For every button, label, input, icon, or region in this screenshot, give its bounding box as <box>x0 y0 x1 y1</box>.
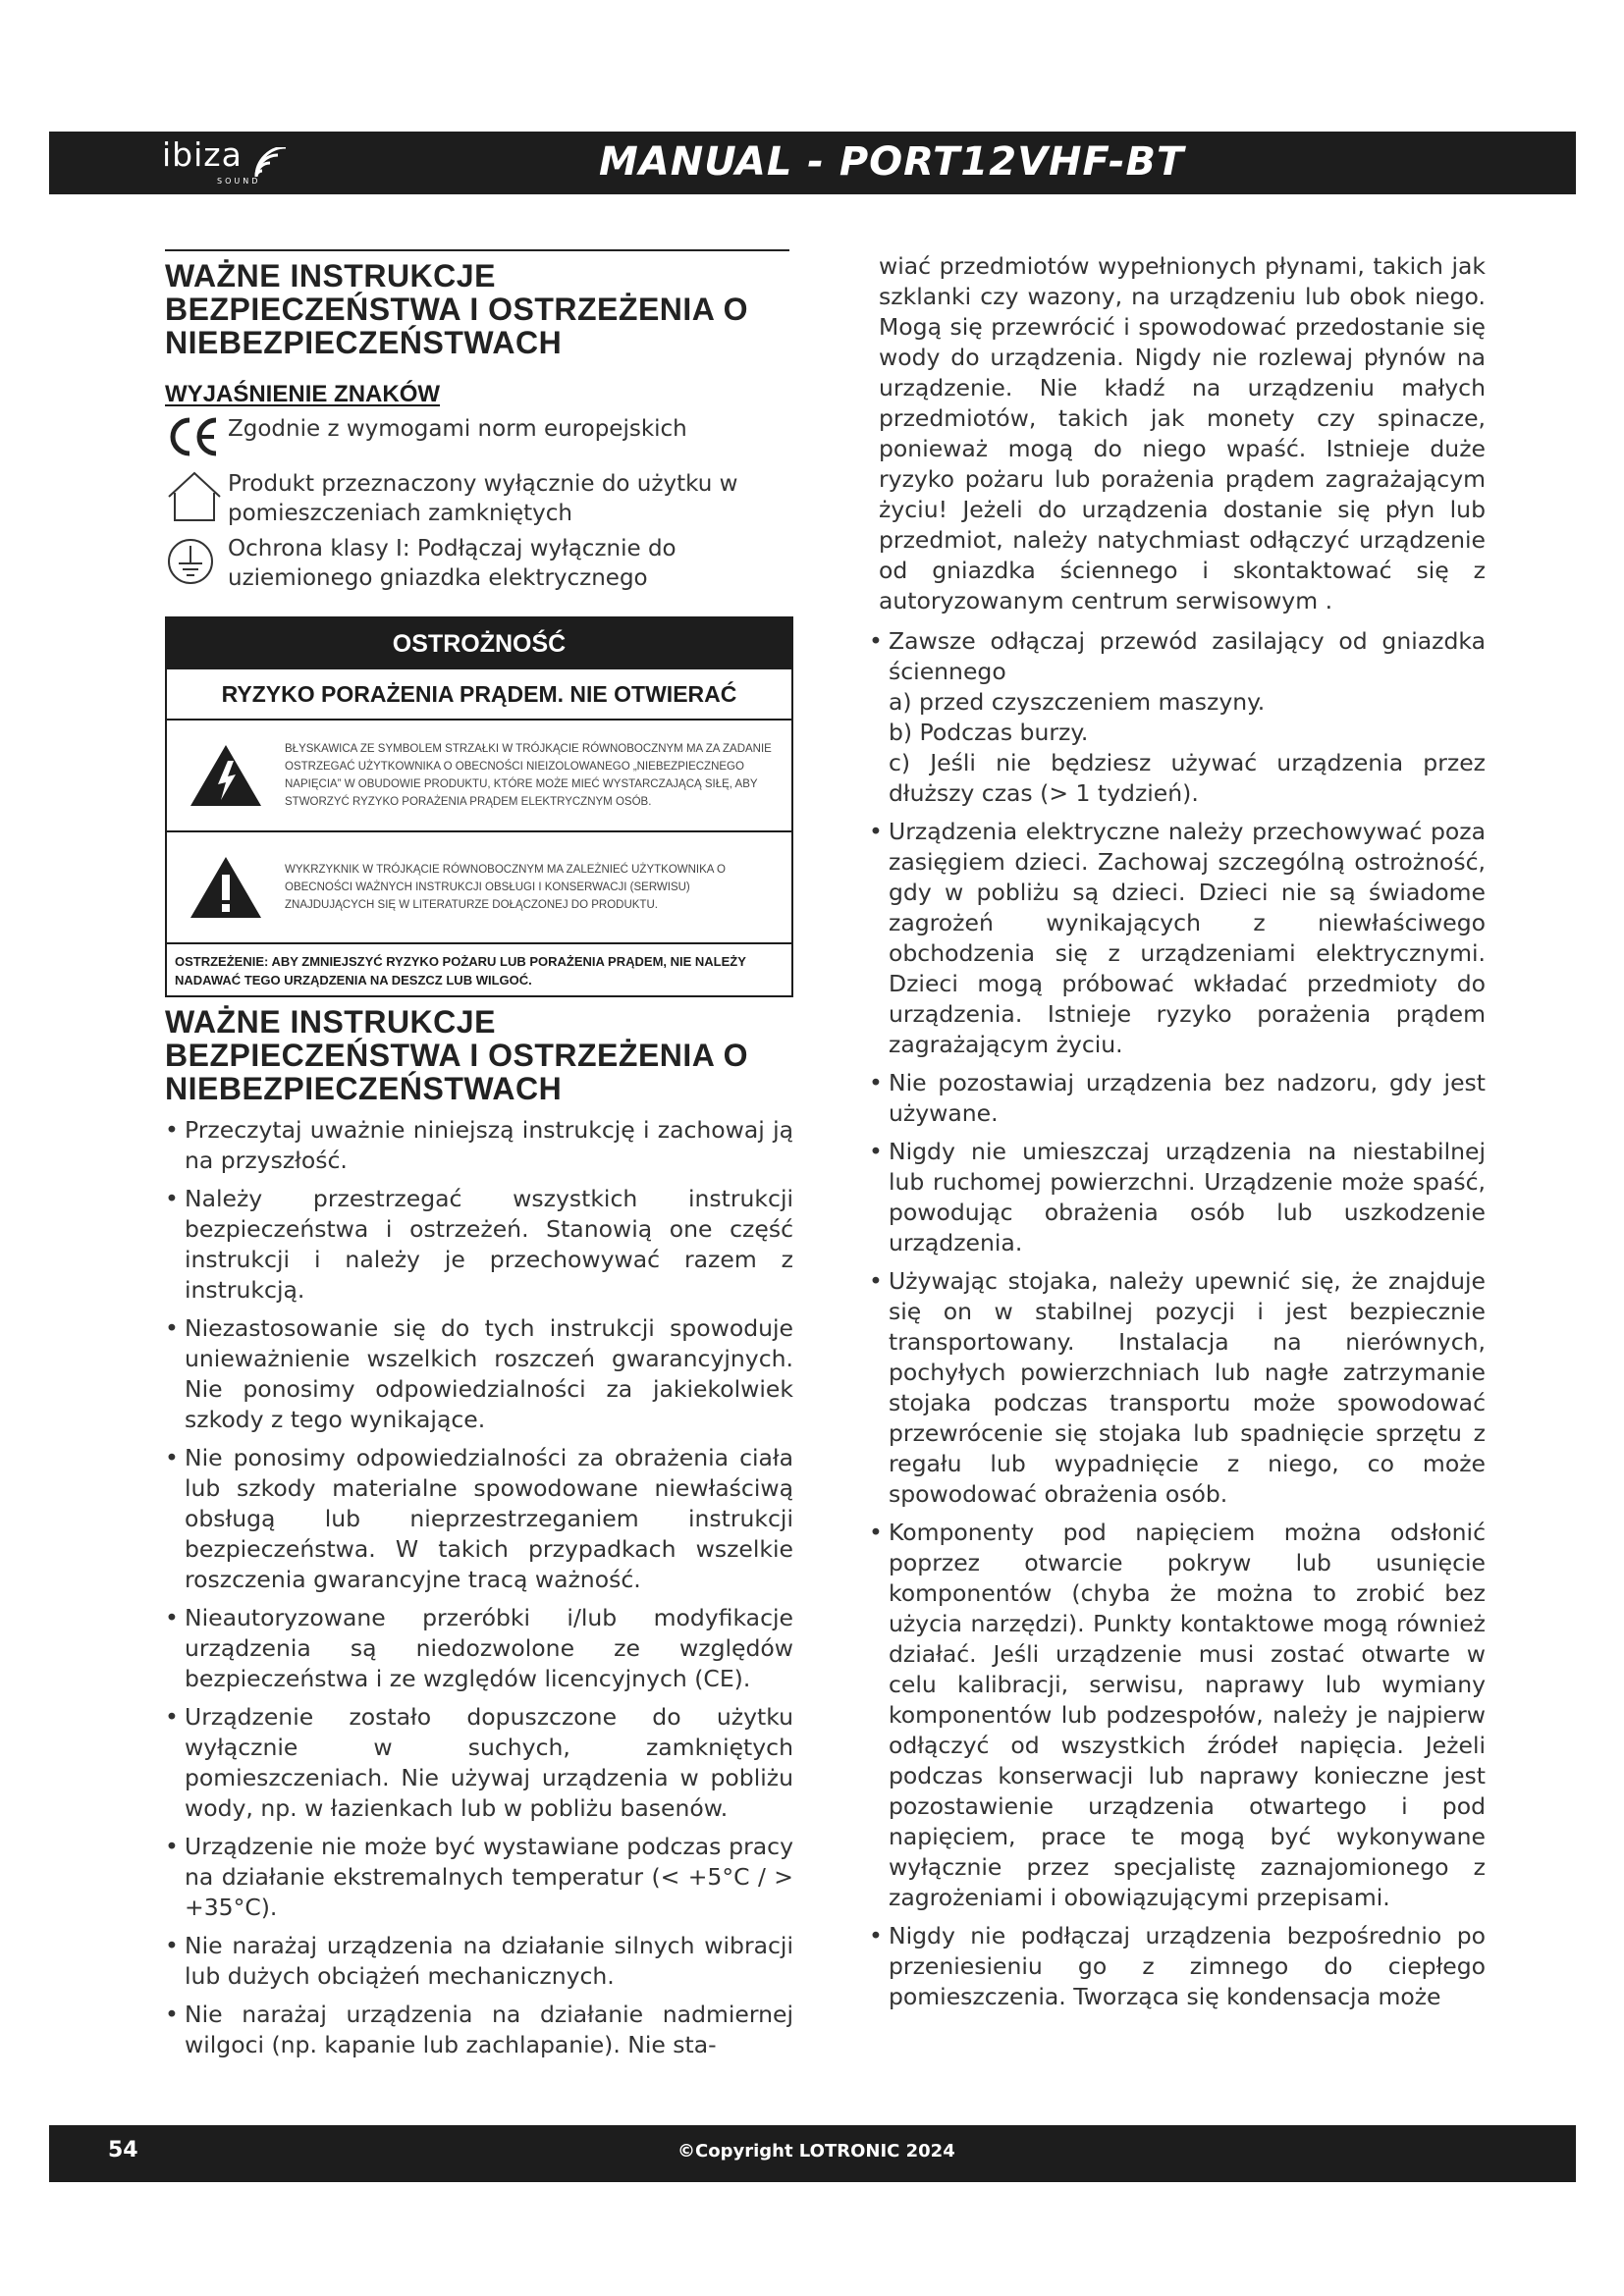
symbol-text: Ochrona klasy I: Podłączaj wyłącznie do uziemionego gniazdka elektrycznego <box>228 536 677 591</box>
list-item: • Należy przestrzegać wszystkich instrukcji bezpieczeństwa i ostrzeżeń. Stanowią one część instrukcji i należy je przechowywać razem z instrukcją. <box>165 1184 793 1306</box>
left-column <box>165 249 793 2068</box>
symbol-text: Zgodnie z wymogami norm europejskich <box>228 416 687 442</box>
symbol-row-house <box>165 469 793 528</box>
list-item: • Nie narażaj urządzenia na działanie nadmiernej wilgoci (np. kapanie lub zachlapanie). Nie sta- <box>165 2000 793 2060</box>
header-bar <box>49 132 1576 194</box>
list-item: • Przeczytaj uważnie niniejszą instrukcję i zachowaj ją na przyszłość. <box>165 1115 793 1176</box>
list-item: • Urządzenia elektryczne należy przechowywać poza zasięgiem dzieci. Zachowaj szczególną ostrożność, gdy w pobliżu są dzieci. Dzieci nie są świadome zagrożeń wynikających z niewłaściwego obchodzenia się z urządzeniami elektrycznymi. Dzieci mogą próbować wkładać przedmioty do urządzenia. Istnieje ryzyko porażenia prądem zagrażającym życiu. <box>869 817 1486 1060</box>
sound-waves-icon <box>252 147 288 181</box>
section-heading-2: WAŻNE INSTRUKCJE BEZPIECZEŃSTWA I OSTRZEŻENIA O NIEBEZPIECZEŃSTWACH <box>165 1004 748 1106</box>
symbol-row-ce <box>165 414 793 463</box>
exclamation-text: WYKRZYKNIK W TRÓJKĄCIE RÓWNOBOCZNYM MA ZALEŻNIEĆ UŻYTKOWNIKA O OBECNOŚCI WAŻNYCH INSTRUKCJI OBSŁUGI I KONSERWACJI (SERWISU) ZNAJDUJĄCYCH SIĘ W LITERATURZE DOŁĄCZONEJ DO PRODUKTU. <box>285 864 726 911</box>
exclamation-warning-icon <box>167 855 285 920</box>
right-column <box>869 251 1486 2020</box>
ce-mark-icon <box>165 414 228 463</box>
list-item: • Nigdy nie umieszczaj urządzenia na niestabilnej lub ruchomej powierzchni. Urządzenie może spaść, powodując obrażenia osób lub uszkodzenie urządzenia. <box>869 1137 1486 1258</box>
list-item: • Urządzenie zostało dopuszczone do użytku wyłącznie w suchych, zamkniętych pomieszczeniach. Nie używaj urządzenia w pobliżu wody, np. w łazienkach lub w pobliżu basenów. <box>165 1702 793 1824</box>
list-item: • Komponenty pod napięciem można odsłonić poprzez otwarcie pokryw lub usunięcie komponentów (chyba że można to zrobić bez użycia narzędzi). Punkty kontaktowe mogą również działać. Jeśli urządzenie musi zostać otwarte w celu kalibracji, serwisu, naprawy lub wymiany komponentów lub podzespołów, należy je najpierw odłączyć od wszystkich źródeł napięcia. Jeżeli podczas konserwacji lub naprawy konieczne jest pozostawienie urządzenia otwartego i pod napięciem, prace te mogą być wykonywane wyłącznie przez specjalistę zaznajomionego z zagrożeniami i obowiązującymi przepisami. <box>869 1518 1486 1913</box>
list-item: • Używając stojaka, należy upewnić się, że znajduje się on w stabilnej pozycji i jest bezpiecznie transportowany. Instalacja na nierównych, pochyłych powierzchniach lub nagłe zatrzymanie stojaka podczas transportu może spowodować przewrócenie się stojaka lub spadnięcie sprzętu z regału lub wypadnięcie z niego, co może spowodować obrażenia osób. <box>869 1266 1486 1510</box>
list-item: • Nigdy nie podłączaj urządzenia bezpośrednio po przeniesieniu go z zimnego do ciepłego pomieszczenia. Tworząca się kondensacja może <box>869 1921 1486 2012</box>
caution-subtitle: RYZYKO PORAŻENIA PRĄDEM. NIE OTWIERAĆ <box>167 669 791 721</box>
caution-box <box>165 616 793 997</box>
footer-bar <box>49 2125 1576 2182</box>
caution-title: OSTROŻNOŚĆ <box>167 618 791 669</box>
page-number: 54 <box>108 2138 138 2163</box>
brand-name: ibiza <box>162 135 243 174</box>
continued-paragraph: wiać przedmiotów wypełnionych płynami, takich jak szklanki czy wazony, na urządzeniu lub obok niego. Mogą się przewrócić i spowodować przedostanie się wody do urządzenia. Nigdy nie rozlewaj płynów na urządzenie. Nie kładź na urządzeniu małych przedmiotów, takich jak monety czy spinacze, ponieważ mogą do niego wpaść. Istnieje duże ryzyko pożaru lub porażenia prądem zagrażającym życiu! Jeżeli do urządzenia dostanie się płyn lub przedmiot, należy natychmiast odłączyć urządzenie od gniazdka ściennego i skontaktować się z autoryzowanym centrum serwisowym . <box>879 252 1486 614</box>
symbol-text: Produkt przeznaczony wyłącznie do użytku w pomieszczeniach zamkniętych <box>228 471 738 526</box>
safety-list-right <box>869 626 1486 2012</box>
list-item: • Zawsze odłączaj przewód zasilający od gniazdka ściennego a) przed czyszczeniem maszyny. b) Podczas burzy. c) Jeśli nie będziesz używać urządzenia przez dłuższy czas (> 1 tydzień). <box>869 626 1486 809</box>
list-item: • Nie ponosimy odpowiedzialności za obrażenia ciała lub szkody materialne spowodowane niewłaściwą obsługą lub nieprzestrzeganiem instrukcji bezpieczeństwa. W takich przypadkach wszelkie roszczenia gwarancyjne tracą ważność. <box>165 1443 793 1595</box>
symbol-row-ground <box>165 534 793 593</box>
list-item: • Nieautoryzowane przeróbki i/lub modyfikacje urządzenia są niedozwolone ze względów bezpieczeństwa i ze względów licencyjnych (CE). <box>165 1603 793 1694</box>
manual-title: MANUAL - PORT12VHF-BT <box>599 139 1185 185</box>
caution-footer: OSTRZEŻENIE: ABY ZMNIEJSZYĆ RYZYKO POŻARU LUB PORAŻENIA PRĄDEM, NIE NALEŻY NADAWAĆ TEGO URZĄDZENIA NA DESZCZ LUB WILGOĆ. <box>175 954 746 988</box>
lightning-text: BŁYSKAWICA ZE SYMBOLEM STRZAŁKI W TRÓJKĄCIE RÓWNOBOCZNYM MA ZA ZADANIE OSTRZEGAĆ UŻYTKOWNIKA O OBECNOŚCI NIEIZOLOWANEGO „NIEBEZPIECZNEGO NAPIĘCIA” W OBUDOWIE PRODUKTU, KTÓRE MOŻE MIEĆ WYSTARCZAJĄCĄ SIŁĘ, ABY STWORZYĆ RYZYKO PORAŻENIA PRĄDEM ELEKTRYCZNYM OSÓB. <box>285 743 772 808</box>
ground-class-icon <box>165 534 228 593</box>
list-item: • Niezastosowanie się do tych instrukcji spowoduje unieważnienie wszelkich roszczeń gwarancyjnych. Nie ponosimy odpowiedzialności za jakiekolwiek szkody z tego wynikające. <box>165 1313 793 1435</box>
brand-subtitle: SOUND <box>217 177 261 186</box>
safety-list-left <box>165 1115 793 2060</box>
brand-logo <box>162 135 261 186</box>
top-rule <box>165 249 789 251</box>
lightning-row <box>167 721 791 832</box>
section-heading: WAŻNE INSTRUKCJE BEZPIECZEŃSTWA I OSTRZEŻENIA O NIEBEZPIECZEŃSTWACH <box>165 258 748 360</box>
list-item: • Nie pozostawiaj urządzenia bez nadzoru, gdy jest używane. <box>869 1068 1486 1129</box>
list-item: • Urządzenie nie może być wystawiane podczas pracy na działanie ekstremalnych temperatur (< +5°C / > +35°C). <box>165 1832 793 1923</box>
list-item: • Nie narażaj urządzenia na działanie silnych wibracji lub dużych obciążeń mechanicznych. <box>165 1931 793 1992</box>
lightning-warning-icon <box>167 743 285 808</box>
symbols-heading: WYJAŚNIENIE ZNAKÓW <box>165 381 441 407</box>
house-icon <box>165 469 228 528</box>
exclamation-row <box>167 832 791 944</box>
copyright-text: ©Copyright LOTRONIC 2024 <box>677 2141 955 2162</box>
